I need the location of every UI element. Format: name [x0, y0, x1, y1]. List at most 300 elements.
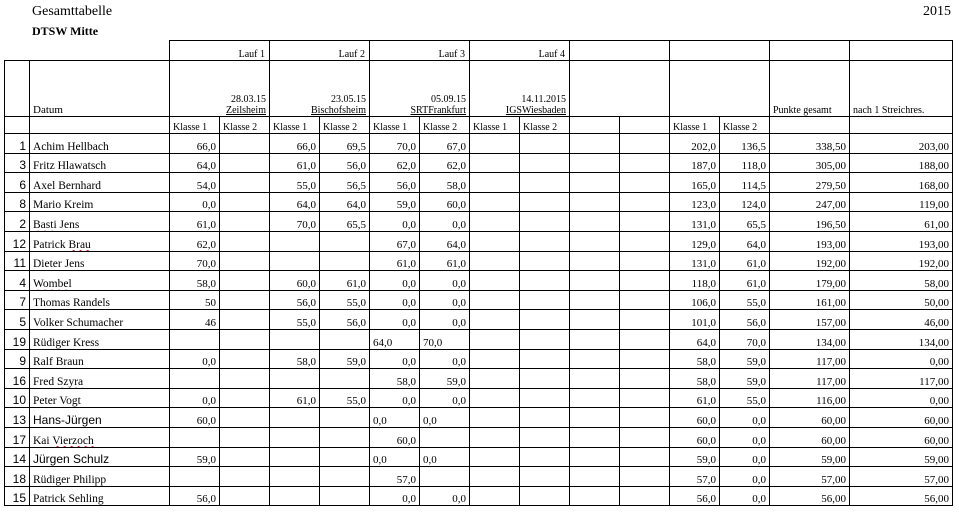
l2-klasse1-cell: 60,0	[270, 271, 320, 291]
l2-klasse2-cell: 56,5	[320, 173, 370, 193]
l3-klasse2-cell: 62,0	[420, 153, 470, 173]
l3-klasse1-cell: 0,0	[370, 408, 420, 428]
total-klasse1-cell: 57,0	[670, 467, 720, 487]
spacer-cell-a	[570, 134, 620, 154]
l3-klasse1-cell: 0,0	[370, 486, 420, 506]
l2-klasse1-cell: 61,0	[270, 153, 320, 173]
l2-klasse1-cell: 55,0	[270, 173, 320, 193]
l1-klasse1-cell: 66,0	[170, 134, 220, 154]
l1-klasse2-cell	[220, 271, 270, 291]
name-word: Volker	[33, 316, 64, 329]
l3-klasse2-cell: 0,0	[420, 310, 470, 330]
total-klasse2-cell: 136,5	[720, 134, 770, 154]
lauf-2-header: Lauf 2	[270, 41, 370, 61]
total-klasse2-cell: 0,0	[720, 427, 770, 447]
punkte-gesamt-cell: 161,00	[770, 290, 850, 310]
rank-cell: 14	[5, 447, 30, 467]
name-word: Ralf	[33, 356, 53, 369]
total-klasse1-cell: 61,0	[670, 388, 720, 408]
name-word: Basti	[33, 218, 57, 231]
l1-klasse2-cell	[220, 427, 270, 447]
table-row	[5, 173, 953, 193]
l1-klasse1-cell: 0,0	[170, 349, 220, 369]
rank-cell: 6	[5, 173, 30, 193]
spacer-cell-b	[620, 251, 670, 271]
l3-klasse1-cell: 0,0	[370, 212, 420, 232]
l2-klasse1-cell: 56,0	[270, 290, 320, 310]
l3-klasse1-cell: 0,0	[370, 349, 420, 369]
totals-mid	[670, 61, 770, 117]
l2-klasse2-cell: 56,0	[320, 153, 370, 173]
table-row	[5, 153, 953, 173]
l3-klasse2-cell: 67,0	[420, 134, 470, 154]
l2-klasse2-cell: 55,0	[320, 388, 370, 408]
spacer-cell-a	[570, 388, 620, 408]
nach-streicher-cell: 0,00	[850, 349, 953, 369]
name-word: Hans-Jürgen	[33, 412, 102, 427]
year-label: 2015	[923, 4, 951, 19]
name-word: Patrick	[33, 493, 66, 506]
l2-klasse2-cell: 69,5	[320, 134, 370, 154]
total-klasse2-cell: 56,0	[720, 310, 770, 330]
l3-klasse1-cell: 0,0	[370, 447, 420, 467]
l4-klasse2-cell	[520, 408, 570, 428]
l4-klasse2-cell	[520, 486, 570, 506]
punkte-gesamt-cell: 60,00	[770, 427, 850, 447]
name-word: Hellbach	[67, 140, 109, 153]
name-word: Vierzoch	[52, 434, 94, 447]
l4-klasse1-cell	[470, 251, 520, 271]
l4-klasse2-cell	[520, 251, 570, 271]
spacer-cell-b	[620, 271, 670, 291]
l2-klasse2-cell: 59,0	[320, 349, 370, 369]
l1-klasse1-cell	[170, 427, 220, 447]
punkte-gesamt-cell: 192,00	[770, 251, 850, 271]
l4-klasse1-cell	[470, 408, 520, 428]
spacer-cell-b	[620, 369, 670, 389]
l3-klasse1-cell: 56,0	[370, 173, 420, 193]
rank-cell: 7	[5, 290, 30, 310]
table-row	[5, 349, 953, 369]
l3-klasse1-cell: 61,0	[370, 251, 420, 271]
total-klasse2-cell: 61,0	[720, 251, 770, 271]
table-row	[5, 251, 953, 271]
l2-klasse1-cell	[270, 231, 320, 251]
punkte-gesamt-cell: 56,00	[770, 486, 850, 506]
nach-streicher-cell: 60,00	[850, 427, 953, 447]
lauf-1-place: Zeilsheim	[226, 105, 266, 116]
name-word: Philipp	[72, 473, 107, 486]
name-word: Szyra	[56, 375, 84, 388]
page-title: Gesamttabelle	[32, 4, 113, 19]
l3-klasse1-cell: 58,0	[370, 369, 420, 389]
rank-cell: 10	[5, 388, 30, 408]
total-klasse1-cell: 60,0	[670, 408, 720, 428]
table-row	[5, 467, 953, 487]
table-row	[5, 408, 953, 428]
name-word: Kreim	[63, 199, 94, 212]
l3-klasse2-cell: 70,0	[420, 329, 470, 349]
name-cell	[30, 231, 170, 251]
rank-cell: 15	[5, 486, 30, 506]
lauf-1-date: 28.03.15	[231, 94, 266, 105]
punkte-gesamt-cell: 247,00	[770, 192, 850, 212]
l4-klasse2-cell	[520, 192, 570, 212]
name-word: Patrick	[33, 238, 66, 251]
total-klasse1-cell: 56,0	[670, 486, 720, 506]
name-cell	[30, 369, 170, 389]
nach-streicher-cell: 119,00	[850, 192, 953, 212]
l4-klasse1-cell	[470, 467, 520, 487]
table-row	[5, 329, 953, 349]
l4-klasse2-cell	[520, 271, 570, 291]
l3-klasse1-cell: 62,0	[370, 153, 420, 173]
cls-blank-rank	[5, 117, 30, 134]
spacer-cell-a	[570, 310, 620, 330]
l4-klasse1-cell	[470, 427, 520, 447]
name-cell	[30, 408, 170, 428]
total-klasse1-cell: 202,0	[670, 134, 720, 154]
l3-klasse2-label: Klasse 2	[420, 117, 470, 134]
punkte-gesamt-cell: 338,50	[770, 134, 850, 154]
name-cell	[30, 251, 170, 271]
spacer-cell-b	[620, 231, 670, 251]
l3-klasse2-cell: 0,0	[420, 271, 470, 291]
l1-klasse2-cell	[220, 486, 270, 506]
l4-klasse1-label: Klasse 1	[470, 117, 520, 134]
total-klasse1-cell: 129,0	[670, 231, 720, 251]
cls-blank-name	[30, 117, 170, 134]
spacer-cell-a	[570, 251, 620, 271]
lauf-3-place: SRTFrankfurt	[410, 105, 466, 116]
table-row	[5, 427, 953, 447]
l3-klasse2-cell	[420, 467, 470, 487]
name-cell	[30, 212, 170, 232]
name-word: Peter	[33, 395, 57, 408]
lauf-2-date: 23.05.15	[331, 94, 366, 105]
punkte-gesamt-cell: 116,00	[770, 388, 850, 408]
total-klasse1-cell: 60,0	[670, 427, 720, 447]
l1-klasse2-cell	[220, 251, 270, 271]
l3-klasse2-cell: 0,0	[420, 486, 470, 506]
l4-klasse2-cell	[520, 388, 570, 408]
total-klasse1-cell: 64,0	[670, 329, 720, 349]
l1-klasse1-cell: 70,0	[170, 251, 220, 271]
l4-klasse2-cell	[520, 467, 570, 487]
total-klasse1-cell: 131,0	[670, 251, 720, 271]
l2-klasse1-cell: 61,0	[270, 388, 320, 408]
lauf-1-event	[170, 61, 270, 117]
total-klasse1-cell: 58,0	[670, 369, 720, 389]
total-klasse2-cell: 59,0	[720, 369, 770, 389]
name-word: Jens	[64, 258, 85, 271]
rank-cell: 1	[5, 134, 30, 154]
punkte-gesamt-cell: 134,00	[770, 329, 850, 349]
name-word: Rüdiger	[33, 336, 71, 349]
lauf-3-header: Lauf 3	[370, 41, 470, 61]
corner-blank-2	[30, 41, 170, 61]
total-klasse1-cell: 58,0	[670, 349, 720, 369]
rank-cell: 4	[5, 271, 30, 291]
nach-streicher-cell: 50,00	[850, 290, 953, 310]
l4-klasse2-cell	[520, 134, 570, 154]
name-word: Jens	[59, 218, 80, 231]
corner-blank	[5, 41, 30, 61]
l1-klasse1-cell	[170, 369, 220, 389]
spacer-cell-a	[570, 408, 620, 428]
l4-klasse2-cell	[520, 427, 570, 447]
punkte-gesamt-cell: 193,00	[770, 231, 850, 251]
l3-klasse1-cell: 60,0	[370, 427, 420, 447]
spacer-cell-a	[570, 212, 620, 232]
datum-label: Datum	[30, 61, 170, 117]
l4-klasse1-cell	[470, 153, 520, 173]
l3-klasse2-cell: 0,0	[420, 212, 470, 232]
l2-klasse2-cell	[320, 486, 370, 506]
lauf-4-event	[470, 61, 570, 117]
standings-table	[4, 40, 953, 506]
total-klasse2-cell: 0,0	[720, 486, 770, 506]
spacer-cell-b	[620, 153, 670, 173]
l2-klasse1-cell: 64,0	[270, 192, 320, 212]
nach-streicher-label	[850, 61, 953, 117]
rank-cell: 5	[5, 310, 30, 330]
cls-blank-a	[570, 117, 620, 134]
l2-klasse1-cell	[270, 329, 320, 349]
rank-cell: 3	[5, 153, 30, 173]
lauf-3-event	[370, 61, 470, 117]
l2-klasse1-cell	[270, 467, 320, 487]
l2-klasse1-cell: 70,0	[270, 212, 320, 232]
l4-klasse1-cell	[470, 349, 520, 369]
lauf-1-header: Lauf 1	[170, 41, 270, 61]
spacer-cell-b	[620, 408, 670, 428]
name-word: Bernhard	[58, 179, 102, 192]
nach-streicher-cell: 134,00	[850, 329, 953, 349]
total-klasse1-cell: 118,0	[670, 271, 720, 291]
l1-klasse1-cell: 61,0	[170, 212, 220, 232]
nach-streicher-cell: 60,00	[850, 408, 953, 428]
l2-klasse2-cell	[320, 408, 370, 428]
nach-streicher-cell: 0,00	[850, 388, 953, 408]
l4-klasse2-cell	[520, 329, 570, 349]
nach-streicher-cell: 203,00	[850, 134, 953, 154]
l1-klasse1-cell: 0,0	[170, 192, 220, 212]
l4-klasse1-cell	[470, 447, 520, 467]
spacer-cell-a	[570, 427, 620, 447]
l4-klasse1-cell	[470, 173, 520, 193]
l3-klasse2-cell: 0,0	[420, 388, 470, 408]
nach-streicher-cell: 188,00	[850, 153, 953, 173]
table-row	[5, 369, 953, 389]
l1-klasse1-cell: 0,0	[170, 388, 220, 408]
total-klasse1-cell: 59,0	[670, 447, 720, 467]
l4-klasse1-cell	[470, 329, 520, 349]
total-klasse1-cell: 165,0	[670, 173, 720, 193]
l3-klasse1-label: Klasse 1	[370, 117, 420, 134]
spacer-cell-a	[570, 369, 620, 389]
spacer-cell-b	[620, 134, 670, 154]
name-word: Vogt	[59, 395, 81, 408]
nach-streicher-cell: 168,00	[850, 173, 953, 193]
lauf-2-event	[270, 61, 370, 117]
punkte-gesamt-cell: 157,00	[770, 310, 850, 330]
l2-klasse1-cell	[270, 486, 320, 506]
l4-klasse2-cell	[520, 173, 570, 193]
l1-klasse2-cell	[220, 369, 270, 389]
rank-cell: 13	[5, 408, 30, 428]
l3-klasse1-cell: 0,0	[370, 290, 420, 310]
punkte-gesamt-cell: 279,50	[770, 173, 850, 193]
name-word: Schumacher	[66, 316, 124, 329]
rank-cell: 17	[5, 427, 30, 447]
name-word: Wombel	[33, 277, 72, 290]
l1-klasse1-cell: 58,0	[170, 271, 220, 291]
spacer-cell-a	[570, 447, 620, 467]
l1-klasse2-label: Klasse 2	[220, 117, 270, 134]
name-cell	[30, 173, 170, 193]
l2-klasse2-cell	[320, 467, 370, 487]
l2-klasse2-cell: 55,0	[320, 290, 370, 310]
spacer-cell-b	[620, 467, 670, 487]
name-word: Schulz	[73, 452, 110, 467]
l4-klasse1-cell	[470, 369, 520, 389]
l4-klasse2-cell	[520, 153, 570, 173]
l2-klasse1-cell: 55,0	[270, 310, 320, 330]
l2-klasse2-cell: 65,5	[320, 212, 370, 232]
name-word: Kress	[72, 336, 100, 349]
punkte-header-top	[770, 41, 850, 61]
l4-klasse1-cell	[470, 486, 520, 506]
l4-klasse1-cell	[470, 310, 520, 330]
spacer-cell-b	[620, 173, 670, 193]
spacer-cell-b	[620, 349, 670, 369]
l4-klasse1-cell	[470, 388, 520, 408]
table-row	[5, 486, 953, 506]
totals-header	[670, 41, 770, 61]
cls-blank-punkte	[770, 117, 850, 134]
total-klasse1-cell: 131,0	[670, 212, 720, 232]
lauf-4-place: IGSWiesbaden	[505, 105, 566, 116]
l4-klasse2-cell	[520, 290, 570, 310]
name-cell	[30, 447, 170, 467]
l1-klasse2-cell	[220, 192, 270, 212]
l1-klasse1-cell: 60,0	[170, 408, 220, 428]
l3-klasse2-cell: 64,0	[420, 231, 470, 251]
l3-klasse2-cell: 0,0	[420, 290, 470, 310]
table-row	[5, 192, 953, 212]
total-klasse2-cell: 70,0	[720, 329, 770, 349]
name-word: Jürgen	[33, 452, 70, 467]
l2-klasse2-cell	[320, 369, 370, 389]
lauf-4-header: Lauf 4	[470, 41, 570, 61]
punkte-gesamt-cell: 59,00	[770, 447, 850, 467]
l1-klasse1-cell: 54,0	[170, 173, 220, 193]
name-cell	[30, 329, 170, 349]
spacer-cell-b	[620, 486, 670, 506]
total-klasse1-cell: 187,0	[670, 153, 720, 173]
l1-klasse2-cell	[220, 349, 270, 369]
name-cell	[30, 486, 170, 506]
name-cell	[30, 290, 170, 310]
l1-klasse2-cell	[220, 134, 270, 154]
table-row	[5, 134, 953, 154]
total-klasse1-label: Klasse 1	[670, 117, 720, 134]
l3-klasse2-cell: 60,0	[420, 192, 470, 212]
nach-streicher-cell: 192,00	[850, 251, 953, 271]
name-cell	[30, 192, 170, 212]
name-word: Thomas	[33, 297, 71, 310]
l3-klasse2-cell: 59,0	[420, 369, 470, 389]
l4-klasse1-cell	[470, 192, 520, 212]
l3-klasse1-cell: 59,0	[370, 192, 420, 212]
page-subtitle: DTSW Mitte	[32, 24, 99, 38]
l4-klasse1-cell	[470, 231, 520, 251]
total-klasse2-cell: 55,0	[720, 290, 770, 310]
punkte-gesamt-cell: 117,00	[770, 369, 850, 389]
nach-streicher-cell: 193,00	[850, 231, 953, 251]
l2-klasse1-cell	[270, 369, 320, 389]
l1-klasse2-cell	[220, 290, 270, 310]
l1-klasse1-cell: 64,0	[170, 153, 220, 173]
name-word: Sehling	[68, 493, 104, 506]
l4-klasse1-cell	[470, 271, 520, 291]
total-klasse2-cell: 124,0	[720, 192, 770, 212]
total-klasse2-cell: 65,5	[720, 212, 770, 232]
spacer-cell-a	[570, 467, 620, 487]
l4-klasse2-cell	[520, 310, 570, 330]
spacer-cell-b	[620, 388, 670, 408]
total-klasse2-cell: 59,0	[720, 349, 770, 369]
l2-klasse1-cell	[270, 408, 320, 428]
total-klasse2-cell: 61,0	[720, 271, 770, 291]
l1-klasse2-cell	[220, 447, 270, 467]
l4-klasse1-cell	[470, 134, 520, 154]
l2-klasse2-cell	[320, 427, 370, 447]
lauf-2-place: Bischofsheim	[311, 105, 366, 116]
l1-klasse2-cell	[220, 467, 270, 487]
total-klasse2-cell: 0,0	[720, 467, 770, 487]
nach-streicher-cell: 46,00	[850, 310, 953, 330]
lauf-3-date: 05.09.15	[431, 94, 466, 105]
l2-klasse2-cell: 56,0	[320, 310, 370, 330]
cls-blank-nach	[850, 117, 953, 134]
punkte-gesamt-cell: 179,00	[770, 271, 850, 291]
punkte-gesamt-label: Punkte gesamt	[770, 61, 850, 117]
l3-klasse1-cell: 0,0	[370, 388, 420, 408]
name-word: Fritz	[33, 160, 55, 173]
l4-klasse2-label: Klasse 2	[520, 117, 570, 134]
l3-klasse2-cell: 0,0	[420, 447, 470, 467]
spacer-cell-b	[620, 290, 670, 310]
l2-klasse2-cell	[320, 251, 370, 271]
l1-klasse2-cell	[220, 310, 270, 330]
name-word: Hlawatsch	[57, 160, 107, 173]
spacer-cell-b	[620, 447, 670, 467]
spacer-cell-a	[570, 153, 620, 173]
rank-cell: 12	[5, 231, 30, 251]
l2-klasse2-cell	[320, 329, 370, 349]
nach-streicher-cell: 58,00	[850, 271, 953, 291]
rank-cell: 8	[5, 192, 30, 212]
table-row	[5, 212, 953, 232]
l3-klasse1-cell: 70,0	[370, 134, 420, 154]
name-word: Axel	[33, 179, 56, 192]
spacer-cell-b	[620, 427, 670, 447]
spacer-cell-b	[620, 310, 670, 330]
total-klasse2-cell: 0,0	[720, 447, 770, 467]
l2-klasse2-cell: 64,0	[320, 192, 370, 212]
